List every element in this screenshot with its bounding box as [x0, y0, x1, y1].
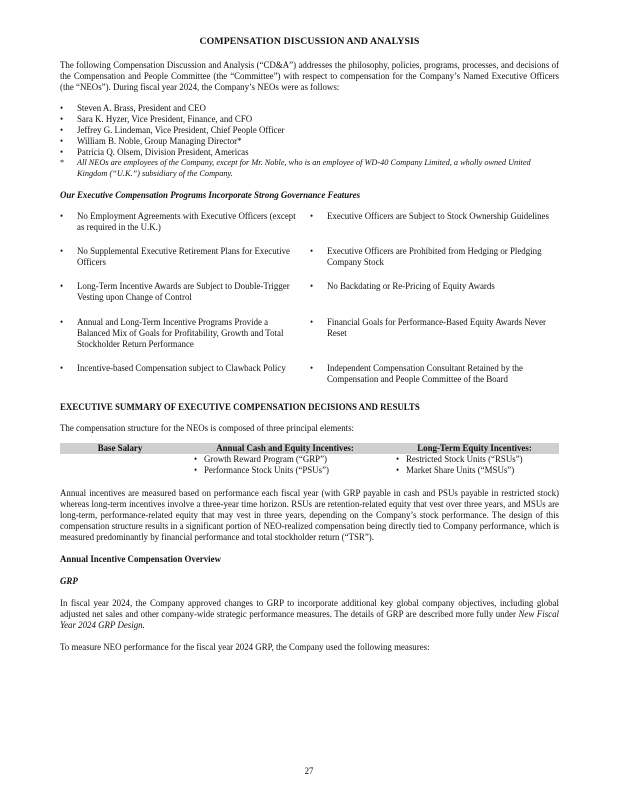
governance-item: • Financial Goals for Performance-Based Equity Awards Never Reset: [310, 317, 559, 363]
neo-footnote: [60, 158, 559, 179]
long-term-incentives-cell: [390, 454, 559, 476]
overview-heading: Annual Incentive Compensation Overview: [60, 554, 221, 564]
grp-heading: GRP: [60, 576, 78, 586]
governance-item: • Annual and Long-Term Incentive Programs Provide a Balanced Mix of Goals for Profitability, Growth and Total Stockholder Return Performance: [60, 317, 310, 363]
header-annual-incentives: Annual Cash and Equity Incentives:: [180, 443, 390, 454]
measure-paragraph: To measure NEO performance for the fiscal year 2024 GRP, the Company used the following measures:: [60, 642, 430, 652]
footnote-mark: *: [60, 158, 65, 167]
list-item: • Jeffrey G. Lindeman, Vice President, Chief People Officer: [60, 125, 559, 136]
compensation-elements-table: [60, 443, 559, 476]
list-item: • Patricia Q. Olsem, Division President, Americas: [60, 147, 559, 158]
list-item: • Market Share Units (“MSUs”): [396, 465, 559, 476]
governance-features: [60, 211, 559, 400]
compensation-intro: The compensation structure for the NEOs is composed of three principal elements:: [60, 423, 355, 433]
annual-incentives-cell: [180, 454, 390, 476]
footnote-text: All NEOs are employees of the Company, except for Mr. Noble, who is an employee of WD-40 Company Limited, a wholly owned United Kingdom (“U.K.”) subsidiary of the Company.: [77, 158, 531, 178]
executive-summary-heading: EXECUTIVE SUMMARY OF EXECUTIVE COMPENSATION DECISIONS AND RESULTS: [60, 402, 420, 412]
header-base-salary: Base Salary: [60, 443, 180, 454]
governance-item: • Long-Term Incentive Awards are Subject to Double-Trigger Vesting upon Change of Control: [60, 281, 310, 317]
governance-item: • Executive Officers are Prohibited from Hedging or Pledging Company Stock: [310, 246, 559, 281]
intro-paragraph: The following Compensation Discussion and Analysis (“CD&A”) addresses the philosophy, policies, programs, processes, and decisions of the Compensation and People Committee (the “Committee”) with respect to compensation for the Company’s Named Executive Officers (the “NEOs”). During fiscal year 2024, the Company’s NEOs were as follows:: [60, 60, 559, 92]
governance-item: • Executive Officers are Subject to Stock Ownership Guidelines: [310, 211, 559, 246]
governance-item: • No Backdating or Re-Pricing of Equity Awards: [310, 281, 559, 317]
grp-design-reference: New Fiscal Year 2024 GRP Design.: [60, 609, 559, 630]
list-item: • Sara K. Hyzer, Vice President, Finance, and CFO: [60, 114, 559, 125]
grp-paragraph-text: In fiscal year 2024, the Company approved changes to GRP to incorporate additional key global company objectives, including global adjusted net sales and other company-wide strategic performance measures. The details of GRP are described more fully under: [60, 598, 559, 619]
list-item: • William B. Noble, Group Managing Director*: [60, 136, 559, 147]
governance-item: • Incentive-based Compensation subject to Clawback Policy: [60, 363, 310, 400]
governance-item: • No Supplemental Executive Retirement Plans for Executive Officers: [60, 246, 310, 281]
grp-paragraph: [60, 598, 559, 631]
neo-list: [60, 103, 559, 158]
list-item: • Performance Stock Units (“PSUs”): [194, 465, 390, 476]
page-title: COMPENSATION DISCUSSION AND ANALYSIS: [199, 36, 420, 47]
base-salary-cell: [60, 454, 180, 476]
list-item: • Growth Reward Program (“GRP”): [194, 454, 390, 465]
governance-heading: Our Executive Compensation Programs Incorporate Strong Governance Features: [60, 190, 361, 200]
governance-item: • No Employment Agreements with Executive Officers (except as required in the U.K.): [60, 211, 310, 246]
list-item: • Restricted Stock Units (“RSUs”): [396, 454, 559, 465]
annual-incentive-paragraph: Annual incentives are measured based on performance each fiscal year (with GRP payable in cash and PSUs payable in restricted stock) whereas long-term incentives involve a three-year time horizon. RSUs are retention-related equity that vest over three years, and MSUs are long-term, performance-related equity that may vest in three years, depending on the Company’s stock performance. The design of this compensation structure results in a significant portion of NEO-realized compensation being directly tied to Company performance, which is measured predominantly by financial performance and total stockholder return (“TSR”).: [60, 488, 559, 542]
document-page: [60, 36, 559, 653]
page-number: 27: [304, 766, 314, 776]
governance-item: • Independent Compensation Consultant Retained by the Compensation and People Committee of the Board: [310, 363, 559, 400]
header-long-term-incentives: Long-Term Equity Incentives:: [390, 443, 559, 454]
list-item: • Steven A. Brass, President and CEO: [60, 103, 559, 114]
